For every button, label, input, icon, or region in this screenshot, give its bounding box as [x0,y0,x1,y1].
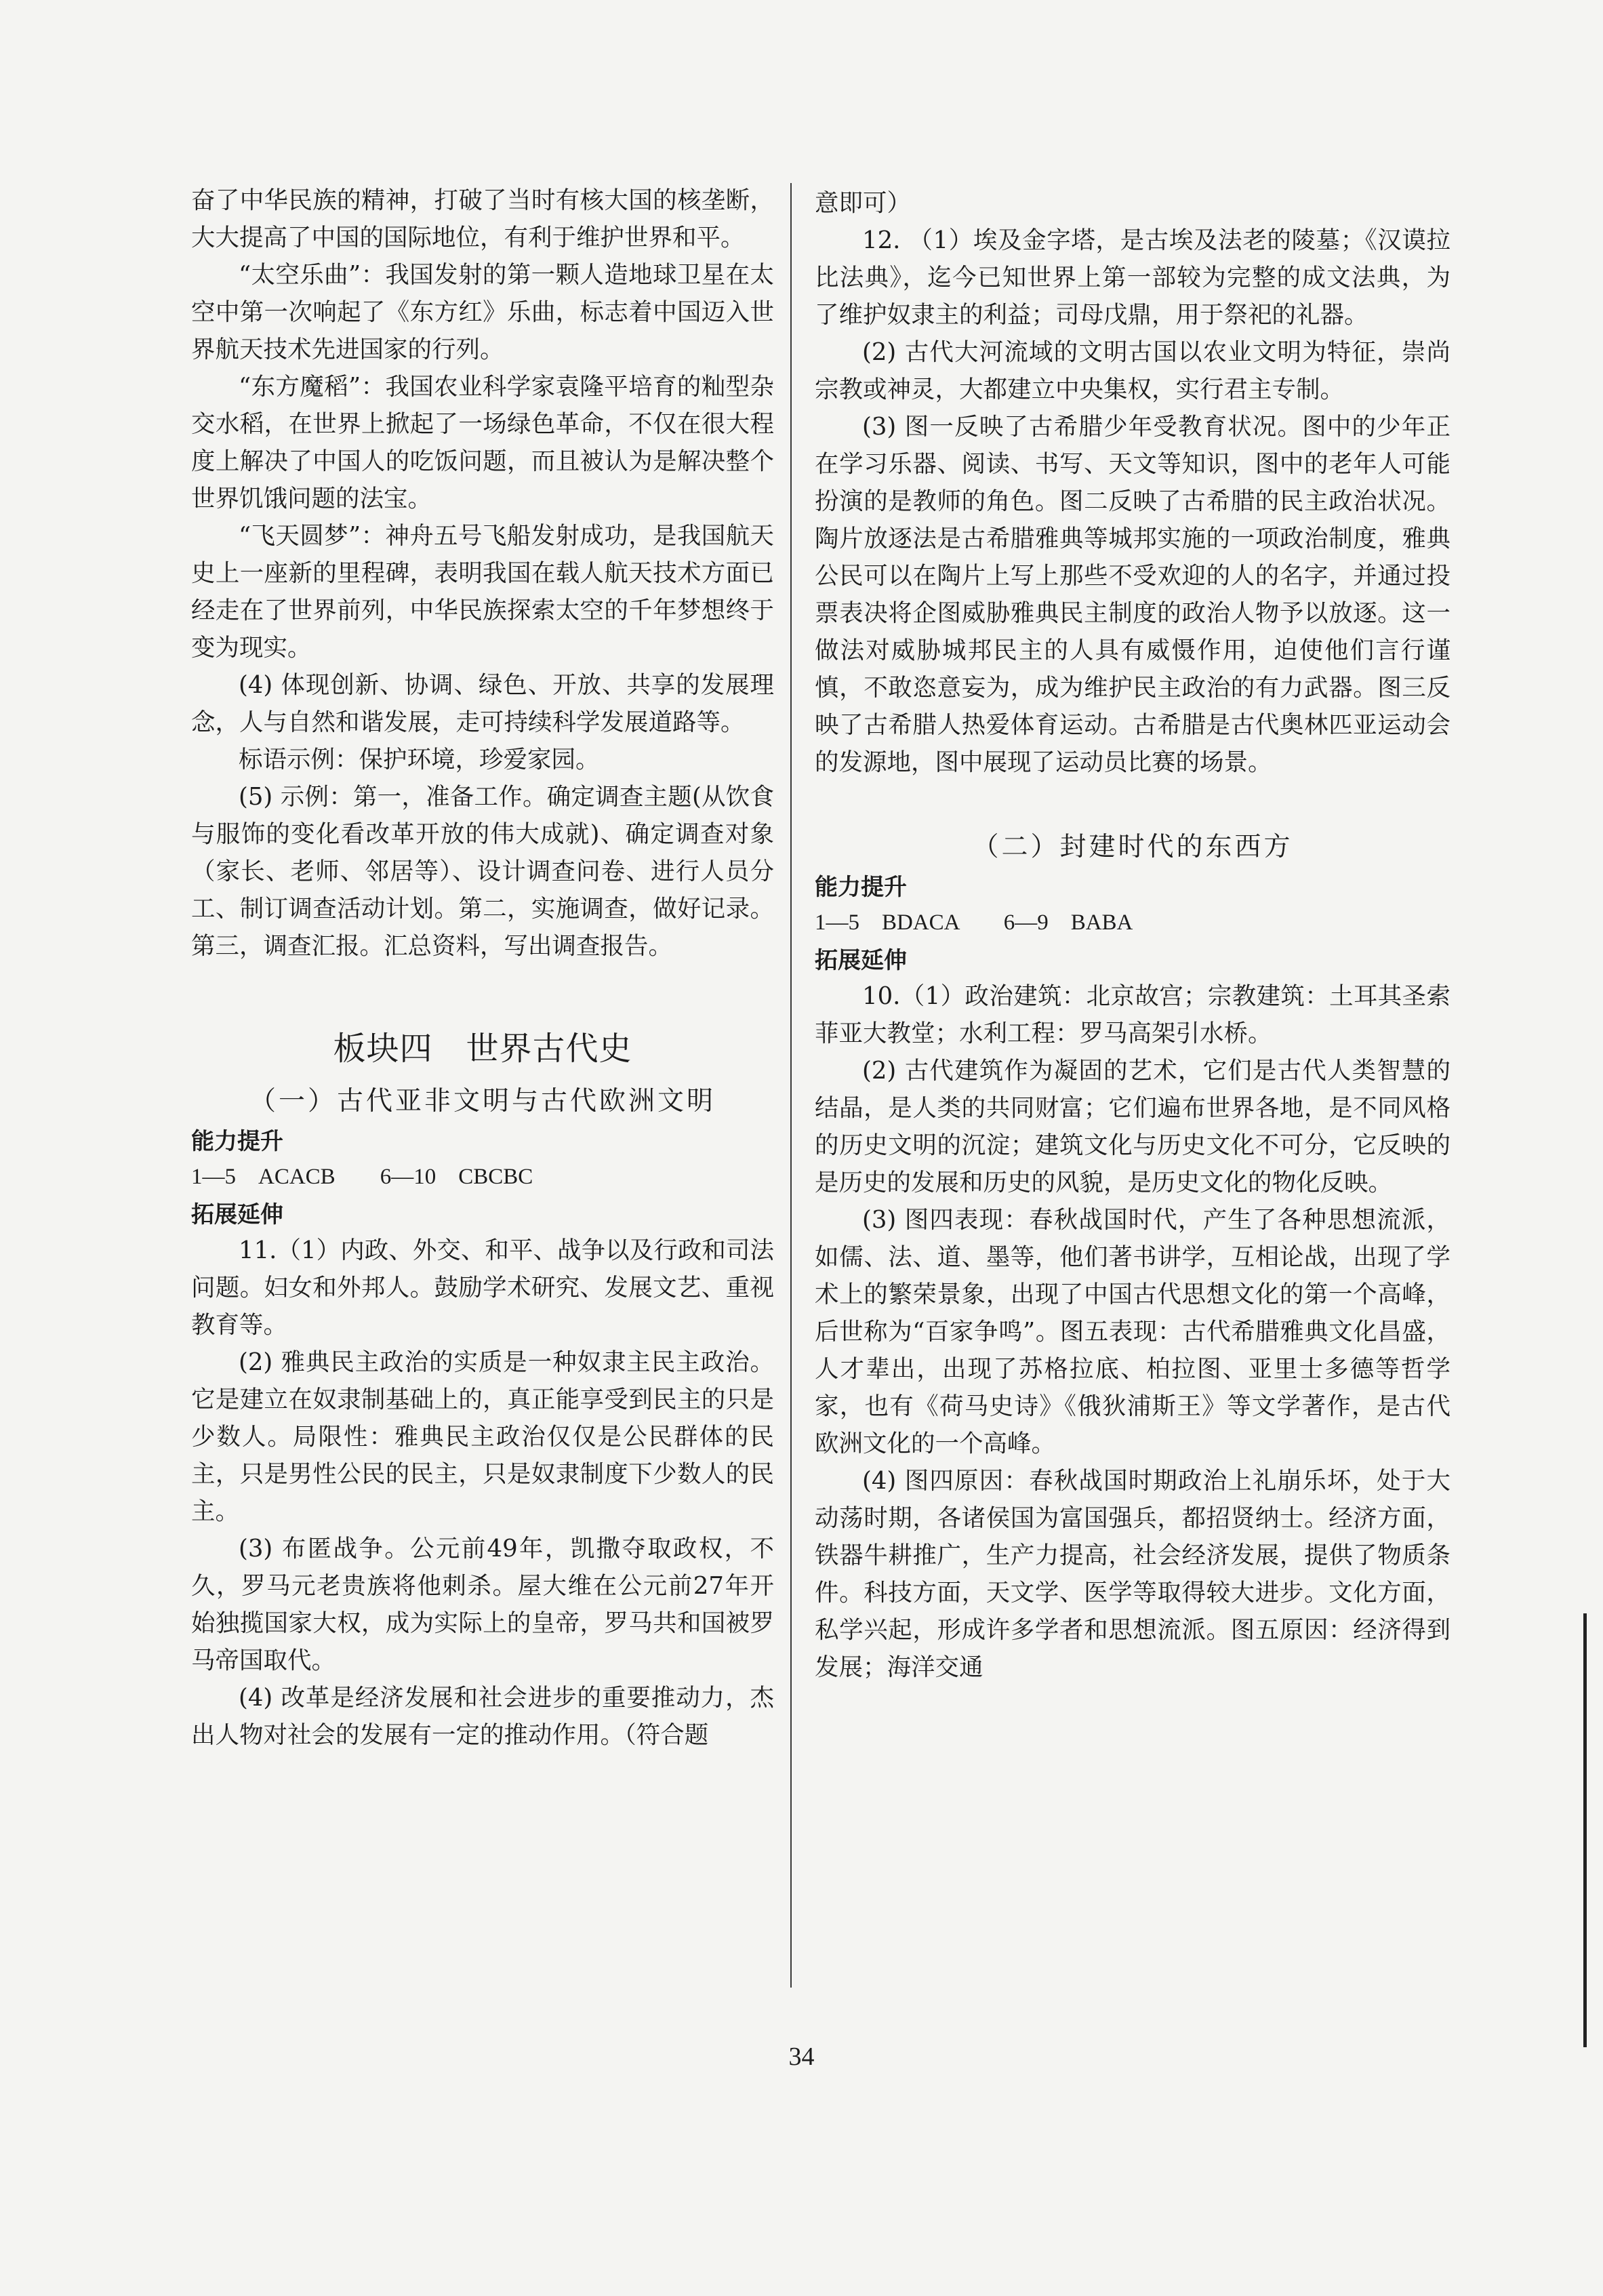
left-top-paragraphs [191,182,774,965]
right-top-paragraphs [815,184,1450,781]
paragraph: (2) 古代大河流域的文明古国以农业文明为特征，崇尚宗教或神灵，大都建立中央集权，实行君主专制。 [815,338,1450,403]
page-edge-mark [1583,1613,1587,2047]
extension-label-2: 拓展延伸 [815,947,907,974]
column-divider [790,183,792,1988]
paragraph: “飞天圆梦”：神舟五号飞船发射成功，是我国航天史上一座新的里程碑，表明我国在载人航天技术方面已经走在了世界前列，中华民族探索太空的千年梦想终于变为现实。 [191,522,774,662]
paragraph: “东方魔稻”：我国农业科学家袁隆平培育的籼型杂交水稻，在世界上掀起了一场绿色革命，不仅在很大程度上解决了中国人的吃饭问题，而且被认为是解决整个世界饥饿问题的法宝。 [191,373,774,512]
paragraph: (3) 图一反映了古希腊少年受教育状况。图中的少年正在学习乐器、阅读、书写、天文等知识，图中的老年人可能扮演的是教师的角色。图二反映了古希腊的民主政治状况。陶片放逐法是古希腊雅典等城邦实施的一项政治制度，雅典公民可以在陶片上写上那些不受欢迎的人的名字，并通过投票表决将企图威胁雅典民主制度的政治人物予以放逐。这一做法对威胁城邦民主的人具有威慑作用，迫使他们言行谨慎，不敢恣意妄为，成为维护民主政治的有力武器。图三反映了古希腊人热爱体育运动。古希腊是古代奥林匹亚运动会的发源地，图中展现了运动员比赛的场景。 [815,413,1450,776]
ability-answers-1: 1—5 ACACB 6—10 CBCBC [191,1165,533,1189]
paragraph: (3) 布匿战争。公元前49年，凯撒夺取政权，不久，罗马元老贵族将他刺杀。屋大维在公元前27年开始独揽国家大权，成为实际上的皇帝，罗马共和国被罗马帝国取代。 [191,1535,774,1674]
page-number: 34 [788,2042,815,2071]
extension-label-1: 拓展延伸 [191,1201,283,1228]
paragraph: (3) 图四表现：春秋战国时代，产生了各种思想流派，如儒、法、道、墨等，他们著书讲学，互相论战，出现了学术上的繁荣景象，出现了中国古代思想文化的第一个高峰，后世称为“百家争鸣”。图五表现：古代希腊雅典文化昌盛，人才辈出，出现了苏格拉底、柏拉图、亚里士多德等哲学家，也有《荷马史诗》《俄狄浦斯王》等文学著作，是古代欧洲文化的一个高峰。 [815,1206,1450,1457]
left-column [191,182,774,1754]
section-title: 板块四 世界古代史 [333,1030,632,1068]
paragraph: 12. （1）埃及金字塔，是古埃及法老的陵墓；《汉谟拉比法典》，迄今已知世界上第一部较为完整的成文法典，为了维护奴隶主的利益；司母戊鼎，用于祭祀的礼器。 [815,226,1450,329]
paragraph: “太空乐曲”：我国发射的第一颗人造地球卫星在太空中第一次响起了《东方红》乐曲，标志着中国迈入世界航天技术先进国家的行列。 [191,261,774,363]
right-column [815,184,1450,1686]
paragraph: (4) 改革是经济发展和社会进步的重要推动力，杰出人物对社会的发展有一定的推动作用。（符合题 [191,1684,774,1749]
subsection-title-1: （一）古代亚非文明与古代欧洲文明 [249,1086,716,1116]
left-bottom-paragraphs [191,1232,774,1754]
paragraph: 奋了中华民族的精神，打破了当时有核大国的核垄断，大大提高了中国的国际地位，有利于维护世界和平。 [191,186,774,251]
paragraph: 11.（1）内政、外交、和平、战争以及行政和司法问题。妇女和外邦人。鼓励学术研究、发展文艺、重视教育等。 [191,1236,774,1339]
paragraph: 标语示例：保护环境，珍爱家园。 [239,746,600,773]
paragraph: 10.（1）政治建筑：北京故宫；宗教建筑：土耳其圣索菲亚大教堂；水利工程：罗马高架引水桥。 [815,982,1450,1047]
paragraph: 意即可） [815,189,912,217]
paragraph: (4) 图四原因：春秋战国时期政治上礼崩乐坏，处于大动荡时期，各诸侯国为富国强兵，都招贤纳士。经济方面，铁器牛耕推广，生产力提高，社会经济发展，提供了物质条件。科技方面，天文学、医学等取得较大进步。文化方面，私学兴起，形成许多学者和思想流派。图五原因：经济得到发展；海洋交通 [815,1467,1450,1681]
ability-label-1: 能力提升 [191,1128,283,1155]
paragraph: (4) 体现创新、协调、绿色、开放、共享的发展理念，人与自然和谐发展，走可持续科学发展道路等。 [191,671,774,736]
ability-label-2: 能力提升 [815,874,907,901]
subsection-title-2: （二）封建时代的东西方 [972,832,1293,862]
paragraph: (2) 雅典民主政治的实质是一种奴隶主民主政治。它是建立在奴隶制基础上的，真正能享受到民主的只是少数人。局限性：雅典民主政治仅仅是公民群体的民主，只是男性公民的民主，只是奴隶制度下少数人的民主。 [191,1348,774,1525]
paragraph: (2) 古代建筑作为凝固的艺术，它们是古代人类智慧的结晶，是人类的共同财富；它们遍布世界各地，是不同风格的历史文明的沉淀；建筑文化与历史文化不可分，它反映的是历史的发展和历史的风貌，是历史文化的物化反映。 [815,1057,1450,1196]
right-bottom-paragraphs [815,978,1450,1686]
paragraph: (5) 示例：第一，准备工作。确定调查主题(从饮食与服饰的变化看改革开放的伟大成就)、确定调查对象（家长、老师、邻居等）、设计调查问卷、进行人员分工、制订调查活动计划。第二，实施调查，做好记录。第三，调查汇报。汇总资料，写出调查报告。 [191,783,774,960]
ability-answers-2: 1—5 BDACA 6—9 BABA [815,910,1133,935]
